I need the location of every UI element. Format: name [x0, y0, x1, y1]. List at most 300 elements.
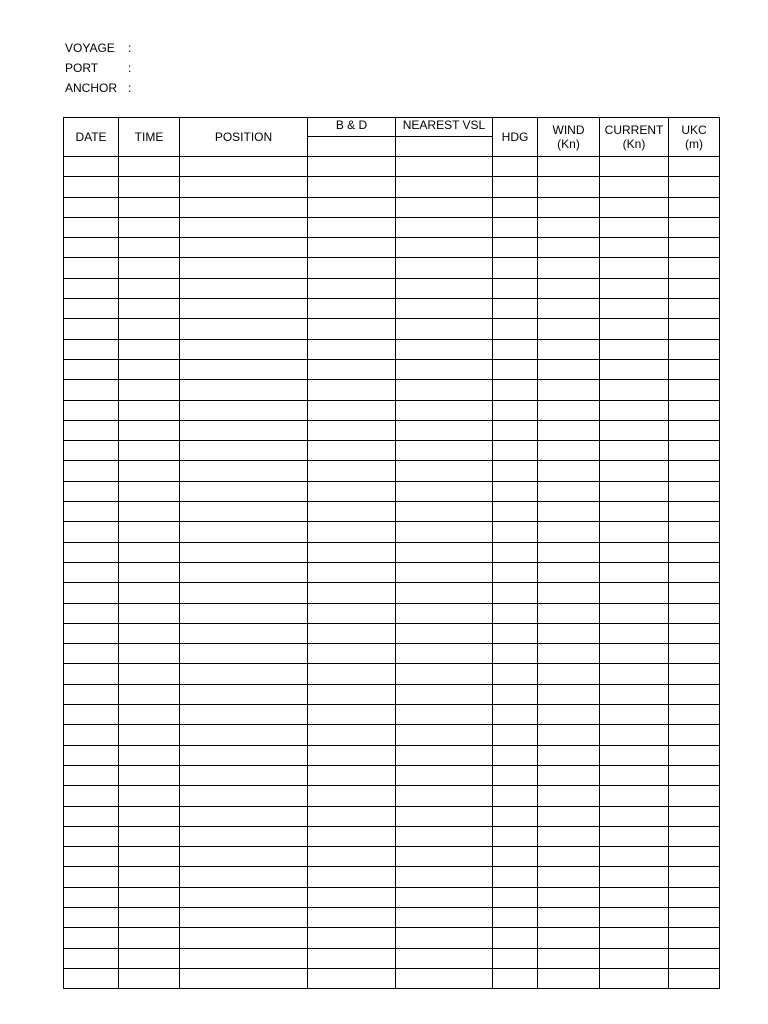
cell-ukc — [669, 664, 720, 684]
cell-position — [180, 400, 308, 420]
cell-hdg — [493, 725, 538, 745]
cell-b-and-d — [308, 725, 396, 745]
cell-current — [600, 278, 669, 298]
cell-nearest-vsl — [396, 705, 493, 725]
cell-wind — [538, 644, 600, 664]
cell-nearest-vsl — [396, 847, 493, 867]
cell-position — [180, 238, 308, 258]
table-row — [64, 968, 720, 988]
table-row — [64, 847, 720, 867]
cell-wind — [538, 339, 600, 359]
cell-nearest-vsl — [396, 522, 493, 542]
cell-time — [119, 400, 180, 420]
cell-wind — [538, 461, 600, 481]
cell-b-and-d — [308, 745, 396, 765]
cell-ukc — [669, 847, 720, 867]
cell-nearest-vsl — [396, 258, 493, 278]
cell-hdg — [493, 968, 538, 988]
cell-b-and-d — [308, 339, 396, 359]
cell-hdg — [493, 644, 538, 664]
cell-current — [600, 745, 669, 765]
cell-position — [180, 684, 308, 704]
cell-position — [180, 522, 308, 542]
cell-date — [64, 217, 119, 237]
table-row — [64, 461, 720, 481]
cell-current — [600, 319, 669, 339]
cell-position — [180, 177, 308, 197]
cell-time — [119, 258, 180, 278]
cell-wind — [538, 705, 600, 725]
cell-nearest-vsl — [396, 197, 493, 217]
cell-current — [600, 887, 669, 907]
cell-hdg — [493, 157, 538, 177]
col-ukc-unit: (m) — [685, 137, 703, 151]
cell-current — [600, 238, 669, 258]
cell-time — [119, 420, 180, 440]
cell-time — [119, 765, 180, 785]
cell-date — [64, 684, 119, 704]
cell-current — [600, 217, 669, 237]
cell-ukc — [669, 907, 720, 927]
cell-current — [600, 725, 669, 745]
cell-date — [64, 887, 119, 907]
cell-time — [119, 542, 180, 562]
cell-nearest-vsl — [396, 278, 493, 298]
port-field — [65, 58, 138, 78]
cell-b-and-d — [308, 217, 396, 237]
cell-b-and-d — [308, 867, 396, 887]
table-row — [64, 928, 720, 948]
cell-nearest-vsl — [396, 299, 493, 319]
cell-position — [180, 441, 308, 461]
cell-time — [119, 745, 180, 765]
cell-wind — [538, 238, 600, 258]
col-nearest-vsl-subheader — [396, 137, 493, 157]
cell-position — [180, 542, 308, 562]
cell-position — [180, 968, 308, 988]
table-row — [64, 583, 720, 603]
cell-hdg — [493, 664, 538, 684]
cell-time — [119, 644, 180, 664]
cell-nearest-vsl — [396, 745, 493, 765]
cell-wind — [538, 684, 600, 704]
cell-ukc — [669, 745, 720, 765]
cell-ukc — [669, 887, 720, 907]
cell-date — [64, 583, 119, 603]
cell-ukc — [669, 359, 720, 379]
cell-b-and-d — [308, 522, 396, 542]
cell-position — [180, 765, 308, 785]
cell-b-and-d — [308, 319, 396, 339]
cell-date — [64, 623, 119, 643]
cell-ukc — [669, 217, 720, 237]
cell-b-and-d — [308, 968, 396, 988]
cell-ukc — [669, 928, 720, 948]
cell-current — [600, 177, 669, 197]
table-row — [64, 826, 720, 846]
cell-time — [119, 522, 180, 542]
cell-current — [600, 299, 669, 319]
cell-hdg — [493, 847, 538, 867]
cell-hdg — [493, 928, 538, 948]
cell-position — [180, 664, 308, 684]
cell-current — [600, 502, 669, 522]
cell-ukc — [669, 481, 720, 501]
cell-time — [119, 319, 180, 339]
table-row — [64, 380, 720, 400]
cell-date — [64, 542, 119, 562]
cell-current — [600, 461, 669, 481]
cell-hdg — [493, 745, 538, 765]
cell-wind — [538, 217, 600, 237]
cell-time — [119, 664, 180, 684]
cell-ukc — [669, 258, 720, 278]
cell-b-and-d — [308, 157, 396, 177]
cell-date — [64, 420, 119, 440]
cell-hdg — [493, 684, 538, 704]
cell-date — [64, 339, 119, 359]
cell-b-and-d — [308, 583, 396, 603]
table-row — [64, 177, 720, 197]
cell-b-and-d — [308, 177, 396, 197]
cell-position — [180, 623, 308, 643]
col-wind-header — [538, 118, 600, 157]
cell-nearest-vsl — [396, 359, 493, 379]
cell-nearest-vsl — [396, 420, 493, 440]
cell-nearest-vsl — [396, 461, 493, 481]
table-row — [64, 948, 720, 968]
cell-position — [180, 461, 308, 481]
cell-ukc — [669, 177, 720, 197]
cell-wind — [538, 948, 600, 968]
cell-hdg — [493, 907, 538, 927]
cell-ukc — [669, 522, 720, 542]
cell-ukc — [669, 238, 720, 258]
cell-hdg — [493, 380, 538, 400]
cell-current — [600, 684, 669, 704]
cell-ukc — [669, 420, 720, 440]
cell-current — [600, 339, 669, 359]
cell-date — [64, 157, 119, 177]
table-row — [64, 339, 720, 359]
cell-ukc — [669, 867, 720, 887]
cell-nearest-vsl — [396, 481, 493, 501]
cell-current — [600, 907, 669, 927]
cell-hdg — [493, 197, 538, 217]
cell-nearest-vsl — [396, 238, 493, 258]
cell-current — [600, 968, 669, 988]
col-date-header: DATE — [64, 118, 119, 157]
table-row — [64, 907, 720, 927]
cell-date — [64, 177, 119, 197]
cell-wind — [538, 907, 600, 927]
cell-position — [180, 217, 308, 237]
col-wind-title: WIND — [552, 123, 585, 137]
cell-b-and-d — [308, 441, 396, 461]
table-row — [64, 644, 720, 664]
cell-hdg — [493, 400, 538, 420]
cell-hdg — [493, 339, 538, 359]
cell-nearest-vsl — [396, 907, 493, 927]
cell-time — [119, 157, 180, 177]
cell-nearest-vsl — [396, 400, 493, 420]
cell-b-and-d — [308, 542, 396, 562]
cell-date — [64, 745, 119, 765]
cell-wind — [538, 867, 600, 887]
cell-b-and-d — [308, 502, 396, 522]
cell-current — [600, 644, 669, 664]
cell-time — [119, 684, 180, 704]
cell-time — [119, 481, 180, 501]
cell-position — [180, 826, 308, 846]
cell-nearest-vsl — [396, 948, 493, 968]
cell-time — [119, 948, 180, 968]
cell-position — [180, 847, 308, 867]
cell-ukc — [669, 562, 720, 582]
cell-b-and-d — [308, 197, 396, 217]
cell-time — [119, 623, 180, 643]
cell-b-and-d — [308, 644, 396, 664]
cell-b-and-d — [308, 603, 396, 623]
cell-nearest-vsl — [396, 157, 493, 177]
cell-wind — [538, 278, 600, 298]
anchor-colon: : — [128, 81, 132, 95]
cell-date — [64, 948, 119, 968]
cell-b-and-d — [308, 238, 396, 258]
cell-date — [64, 400, 119, 420]
cell-wind — [538, 481, 600, 501]
table-row — [64, 542, 720, 562]
cell-current — [600, 867, 669, 887]
cell-b-and-d — [308, 380, 396, 400]
cell-nearest-vsl — [396, 786, 493, 806]
cell-time — [119, 339, 180, 359]
header-fields — [65, 38, 138, 98]
col-time-header: TIME — [119, 118, 180, 157]
cell-current — [600, 562, 669, 582]
cell-time — [119, 380, 180, 400]
cell-date — [64, 461, 119, 481]
cell-wind — [538, 603, 600, 623]
table-row — [64, 522, 720, 542]
cell-b-and-d — [308, 299, 396, 319]
cell-hdg — [493, 765, 538, 785]
cell-date — [64, 907, 119, 927]
cell-wind — [538, 786, 600, 806]
cell-ukc — [669, 197, 720, 217]
cell-b-and-d — [308, 278, 396, 298]
cell-nearest-vsl — [396, 968, 493, 988]
table-row — [64, 319, 720, 339]
cell-current — [600, 258, 669, 278]
cell-hdg — [493, 786, 538, 806]
cell-ukc — [669, 461, 720, 481]
cell-b-and-d — [308, 420, 396, 440]
cell-position — [180, 583, 308, 603]
cell-date — [64, 765, 119, 785]
cell-position — [180, 725, 308, 745]
cell-position — [180, 157, 308, 177]
cell-wind — [538, 319, 600, 339]
cell-position — [180, 278, 308, 298]
cell-hdg — [493, 583, 538, 603]
cell-nearest-vsl — [396, 339, 493, 359]
anchor-label: ANCHOR — [65, 81, 118, 95]
cell-ukc — [669, 765, 720, 785]
table-row — [64, 420, 720, 440]
cell-ukc — [669, 299, 720, 319]
cell-date — [64, 644, 119, 664]
cell-current — [600, 705, 669, 725]
cell-wind — [538, 177, 600, 197]
cell-b-and-d — [308, 826, 396, 846]
anchor-log-table — [63, 117, 720, 989]
cell-date — [64, 664, 119, 684]
cell-b-and-d — [308, 887, 396, 907]
cell-time — [119, 562, 180, 582]
col-hdg-header: HDG — [493, 118, 538, 157]
cell-b-and-d — [308, 765, 396, 785]
cell-hdg — [493, 319, 538, 339]
col-b-and-d-header: B & D — [308, 118, 396, 137]
cell-current — [600, 441, 669, 461]
cell-hdg — [493, 217, 538, 237]
cell-wind — [538, 583, 600, 603]
table-row — [64, 623, 720, 643]
cell-ukc — [669, 278, 720, 298]
cell-ukc — [669, 968, 720, 988]
cell-hdg — [493, 177, 538, 197]
cell-time — [119, 806, 180, 826]
table-header — [64, 118, 720, 157]
table-row — [64, 197, 720, 217]
cell-wind — [538, 847, 600, 867]
cell-ukc — [669, 502, 720, 522]
cell-time — [119, 583, 180, 603]
cell-wind — [538, 420, 600, 440]
cell-current — [600, 765, 669, 785]
cell-nearest-vsl — [396, 725, 493, 745]
cell-date — [64, 928, 119, 948]
cell-wind — [538, 197, 600, 217]
cell-nearest-vsl — [396, 765, 493, 785]
anchor-field — [65, 78, 138, 98]
table-row — [64, 786, 720, 806]
cell-hdg — [493, 603, 538, 623]
cell-date — [64, 258, 119, 278]
cell-date — [64, 847, 119, 867]
cell-wind — [538, 502, 600, 522]
cell-nearest-vsl — [396, 603, 493, 623]
cell-nearest-vsl — [396, 887, 493, 907]
cell-wind — [538, 765, 600, 785]
cell-wind — [538, 725, 600, 745]
cell-ukc — [669, 157, 720, 177]
cell-b-and-d — [308, 623, 396, 643]
cell-ukc — [669, 319, 720, 339]
cell-time — [119, 847, 180, 867]
col-nearest-vsl-header: NEAREST VSL — [396, 118, 493, 137]
cell-date — [64, 725, 119, 745]
cell-time — [119, 359, 180, 379]
table-body — [64, 157, 720, 989]
cell-wind — [538, 157, 600, 177]
cell-hdg — [493, 948, 538, 968]
col-current-title: CURRENT — [604, 123, 664, 137]
cell-current — [600, 380, 669, 400]
cell-hdg — [493, 623, 538, 643]
cell-position — [180, 928, 308, 948]
cell-hdg — [493, 299, 538, 319]
cell-nearest-vsl — [396, 441, 493, 461]
cell-current — [600, 400, 669, 420]
cell-b-and-d — [308, 907, 396, 927]
table-row — [64, 603, 720, 623]
cell-current — [600, 542, 669, 562]
col-current-unit: (Kn) — [622, 137, 646, 151]
cell-position — [180, 867, 308, 887]
cell-current — [600, 826, 669, 846]
cell-wind — [538, 258, 600, 278]
cell-b-and-d — [308, 258, 396, 278]
cell-hdg — [493, 359, 538, 379]
cell-date — [64, 603, 119, 623]
cell-hdg — [493, 420, 538, 440]
cell-current — [600, 583, 669, 603]
col-ukc-title: UKC — [681, 123, 707, 137]
cell-time — [119, 907, 180, 927]
table-row — [64, 725, 720, 745]
cell-wind — [538, 887, 600, 907]
cell-date — [64, 522, 119, 542]
cell-nearest-vsl — [396, 502, 493, 522]
voyage-label: VOYAGE — [65, 41, 115, 55]
header-row — [64, 118, 720, 137]
table-row — [64, 299, 720, 319]
table-row — [64, 258, 720, 278]
col-position-header: POSITION — [180, 118, 308, 157]
cell-position — [180, 705, 308, 725]
cell-current — [600, 948, 669, 968]
cell-b-and-d — [308, 847, 396, 867]
cell-nearest-vsl — [396, 380, 493, 400]
cell-time — [119, 867, 180, 887]
cell-time — [119, 441, 180, 461]
cell-ukc — [669, 400, 720, 420]
cell-nearest-vsl — [396, 806, 493, 826]
cell-nearest-vsl — [396, 542, 493, 562]
cell-current — [600, 603, 669, 623]
cell-current — [600, 481, 669, 501]
cell-date — [64, 786, 119, 806]
cell-ukc — [669, 806, 720, 826]
cell-time — [119, 197, 180, 217]
table-row — [64, 502, 720, 522]
cell-date — [64, 867, 119, 887]
cell-wind — [538, 359, 600, 379]
cell-nearest-vsl — [396, 583, 493, 603]
cell-date — [64, 968, 119, 988]
cell-time — [119, 786, 180, 806]
col-wind-unit: (Kn) — [557, 137, 580, 151]
table-row — [64, 400, 720, 420]
cell-ukc — [669, 380, 720, 400]
cell-wind — [538, 380, 600, 400]
cell-ukc — [669, 644, 720, 664]
cell-hdg — [493, 887, 538, 907]
cell-position — [180, 380, 308, 400]
cell-current — [600, 786, 669, 806]
